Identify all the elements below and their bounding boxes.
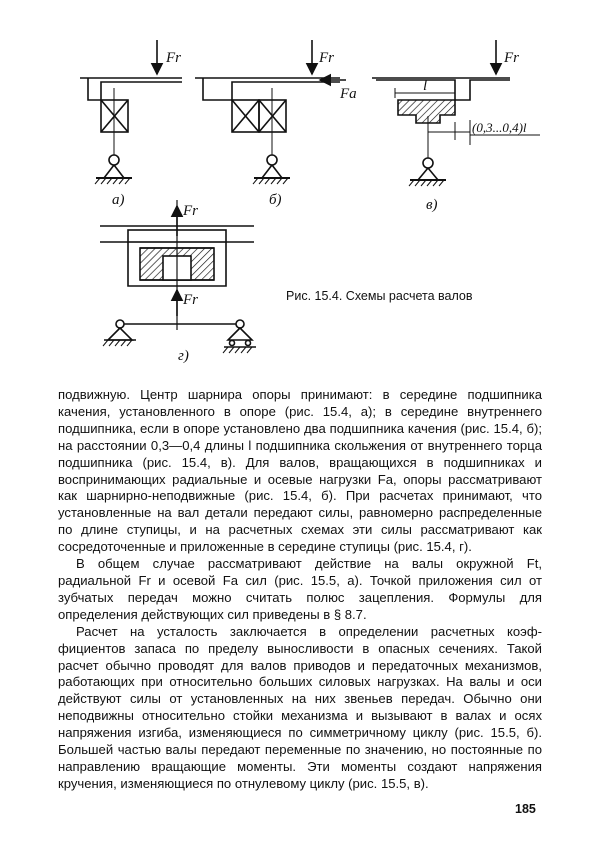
figure-15-4	[0, 0, 600, 380]
page-number: 185	[515, 802, 536, 816]
force-label-fr-g-top: Fr	[183, 203, 198, 219]
figure-caption: Рис. 15.4. Схемы расчета валов	[286, 289, 473, 303]
scheme-label-a: а)	[112, 192, 125, 208]
paragraph: В общем случае рассматривают действие на валы окружной Ft, радиальной Fr и осевой Fa сил (рис. 15.5, а). Точкой приложения сил от зубчатых передач можно считать полюс зацепления. Формулы для определения действующих сил приведены в § 8.7.	[58, 556, 542, 622]
dimension-label: (0,3...0,4)l	[472, 120, 527, 135]
scheme-g	[100, 200, 256, 353]
force-label-fr-g-bottom: Fr	[183, 292, 198, 308]
force-label-fr-b: Fr	[319, 50, 334, 66]
scheme-label-b: б)	[269, 192, 282, 208]
body-text	[58, 387, 542, 793]
force-label-fr-v: Fr	[504, 50, 519, 66]
scheme-label-v: в)	[426, 197, 438, 213]
scheme-label-g: г)	[178, 348, 189, 364]
force-label-fa-b: Fa	[340, 86, 357, 102]
paragraph: Расчет на усталость заключается в определении расчетных коэффициентов запаса по пределу выносливости в опасных сечениях. Такой расчет обычно проводят для валов приводов и передаточных механизмов, работающих при относительно больших силовых нагрузках. На валы и оси действуют силы от установленных на них звеньев передач. Обычно они неподвижны относительно стойки механизма и вызывают в валах и осях напряжения изгиба, изменяющиеся по симметричному циклу (рис. 15.5, б). Большей частью валы передают переменные по значению, но постоянные по направлению вращающие моменты. Эти моменты создают напряжения кручения, изменяющиеся по отнулевому циклу (рис. 15.5, в).	[58, 623, 542, 791]
paragraph: подвижную. Центр шарнира опоры принимают: в середине подшипника качения, установленного в опоре (рис. 15.4, а); в середине внутреннего подшипника, если в опоре установлено два подшипника качения (рис. 15.4, б); на расстоянии 0,3—0,4 длины l подшипника скольжения от внутреннего торца подшипника (рис. 15.4, в). Для валов, вращающихся в подшипниках и воспринимающих радиальные и осевые нагрузки Fa, опоры рассматривают как шарнирно-неподвижные (рис. 15.4, б). При расчетах принимают, что установленные на вал детали передают силы, равномерно распределенные по длине ступицы, и на расчетных схемах эти силы рассматривают как сосредоточенные и приложенные в середине ступицы (рис. 15.4, г).	[58, 387, 542, 555]
force-label-fr-a: Fr	[166, 50, 181, 66]
length-label-l: l	[423, 78, 428, 94]
